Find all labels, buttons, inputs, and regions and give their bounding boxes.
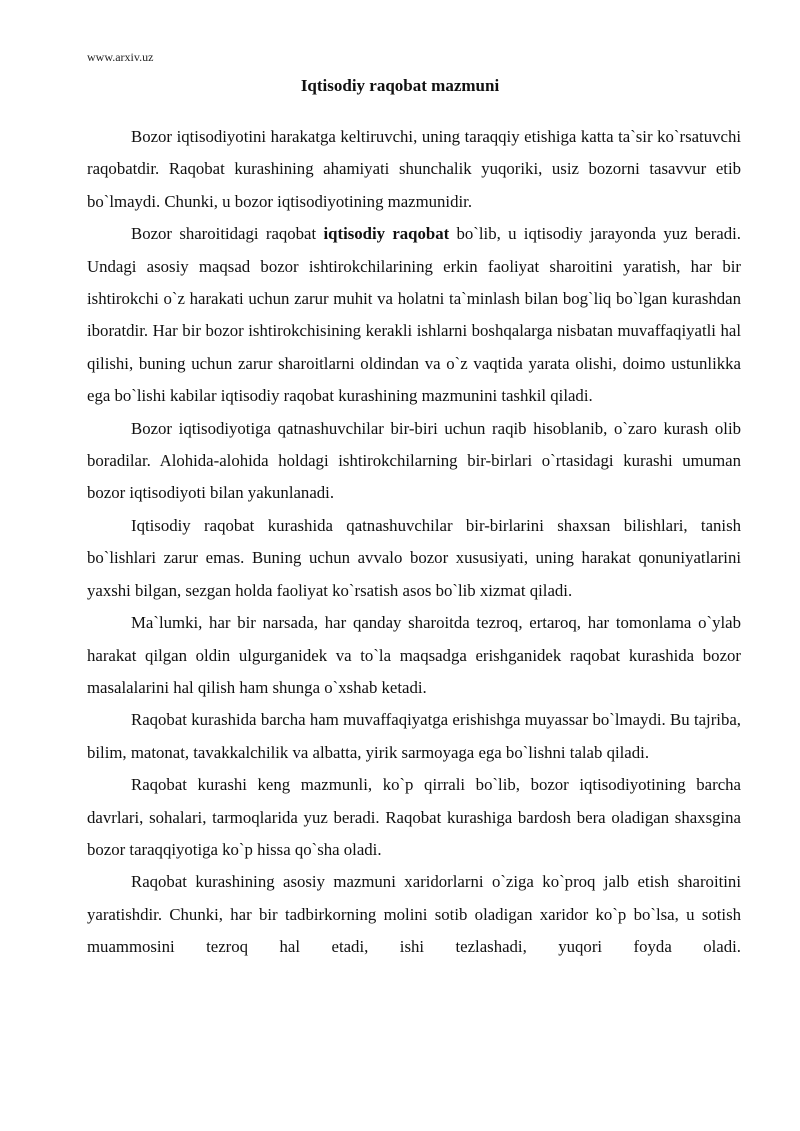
paragraph-2-rest: bo`lib, u iqtisodiy jarayonda yuz beradi. Undagi asosiy maqsad bozor ishtirokchilarining erkin faoliyat sharoitini yaratish, har bir ishtirokchi o`z harakati uchun zarur muhit va holatni ta`minlash bilan bog`liq bo`lgan kurashdan iboratdir. Har bir bozor ishtirokchisining kerakli ishlarni boshqalarga nisbatan muvaffaqiyatli hal qilishi, buning uchun zarur sharoitlarni oldindan va o`z vaqtida yarata olishi, doimo ustunlikka ega bo`lishi kabilar iqtisodiy raqobat kurashining mazmunini tashkil qiladi. (87, 224, 741, 406)
paragraph-5: Ma`lumki, har bir narsada, har qanday sharoitda tezroq, ertaroq, har tomonlama o`ylab harakat qilgan oldin ulgurganidek va to`la maqsadga erishganidek raqobat kurashida bozor masalalarini hal qilish ham shunga o`xshab ketadi. (87, 613, 741, 697)
document-title: Iqtisodiy raqobat mazmuni (300, 76, 500, 95)
bold-term: iqtisodiy raqobat (323, 224, 450, 244)
paragraph-2-lead: Bozor sharoitidagi raqobat (131, 224, 324, 244)
document-body (87, 121, 741, 964)
paragraph-4: Iqtisodiy raqobat kurashida qatnashuvchilar bir-birlarini shaxsan bilishlari, tanish bo`lishlari zarur emas. Buning uchun avvalo bozor xususiyati, uning harakat qonuniyatlarini yaxshi bilgan, sezgan holda faoliyat ko`rsatish asos bo`lib xizmat qiladi. (87, 515, 741, 600)
paragraph-3: Bozor iqtisodiyotiga qatnashuvchilar bir-biri uchun raqib hisoblanib, o`zaro kurash olib boradilar. Alohida-alohida holdagi ishtirokchilarning bir-birlari o`rtasidagi kurashi umuman bozor iqtisodiyoti bilan yakunlanadi. (87, 418, 741, 503)
paragraph-6: Raqobat kurashida barcha ham muvaffaqiyatga erishishga muyassar bo`lmaydi. Bu tajriba, bilim, matonat, tavakkalchilik va albatta, yirik sarmoyaga ega bo`lishni talab qiladi. (87, 710, 741, 762)
paragraph-8: Raqobat kurashining asosiy mazmuni xaridorlarni o`ziga ko`proq jalb etish sharoitini yaratishdir. Chunki, har bir tadbirkorning molini sotib oladigan xaridor ko`p bo`lsa, u sotish muammosini tezroq hal etadi, ishi tezlashadi, yuqori foyda oladi. (87, 872, 741, 957)
paragraph-2 (87, 218, 741, 412)
site-watermark: www.arxiv.uz (87, 50, 154, 64)
paragraph-7: Raqobat kurashi keng mazmunli, ko`p qirrali bo`lib, bozor iqtisodiyotining barcha davrlari, sohalari, tarmoqlarida yuz beradi. Raqobat kurashiga bardosh bera oladigan shaxsgina bozor taraqqiyotiga ko`p hissa qo`sha oladi. (87, 775, 741, 859)
paragraph-1: Bozor iqtisodiyotini harakatga keltiruvchi, uning taraqqiy etishiga katta ta`sir ko`rsatuvchi raqobatdir. Raqobat kurashining ahamiyati shunchalik yuqoriki, usiz bozorni tasavvur etib bo`lmaydi. Chunki, u bozor iqtisodiyotining mazmunidir. (87, 127, 741, 211)
